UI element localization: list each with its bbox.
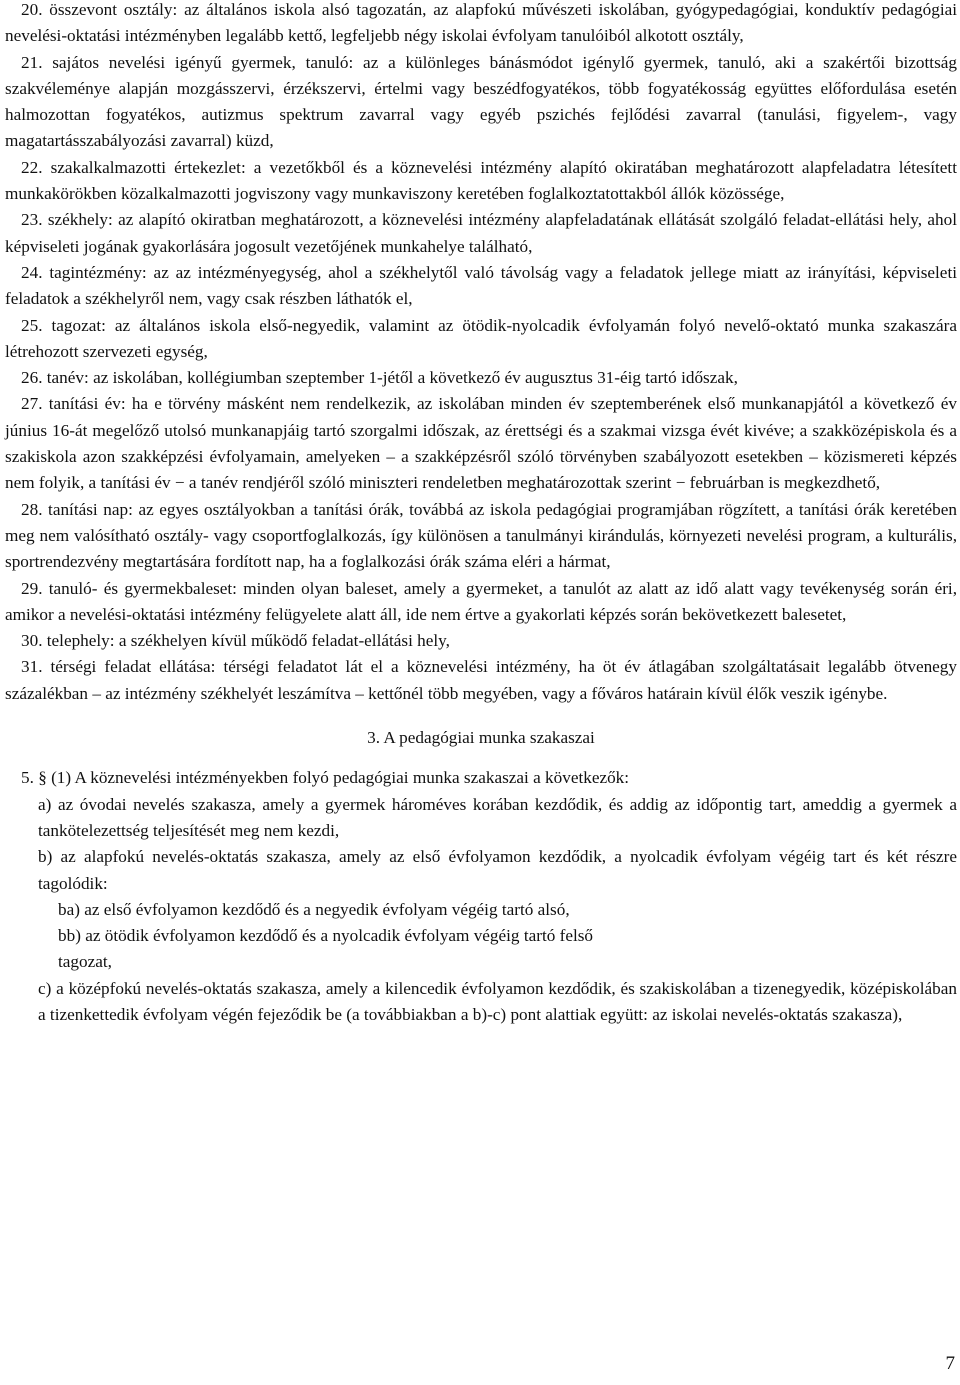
- item-a: a) az óvodai nevelés szakasza, amely a gyermek hároméves korában kezdődik, és addig az időpontig tart, ameddig a gyermek a tankötelezettség teljesítését meg nem kezdi,: [38, 794, 957, 840]
- item-c: c) a középfokú nevelés-oktatás szakasza, amely a kilencedik évfolyamon kezdődik, és szakiskolában a tizenegyedik, középiskolában a tizenkettedik évfolyam végén fejeződik be (a továbbiakban a b)-c) pont alattiak együtt: az iskolai nevelés-oktatás szakasza),: [38, 978, 957, 1024]
- section-heading: 3. A pedagógiai munka szakaszai: [367, 728, 595, 748]
- definition-21: 21. sajátos nevelési igényű gyermek, tanuló: az a különleges bánásmódot igénylő gyermek, tanuló, aki a szakértői bizottság szakvéleménye alapján mozgásszervi, érzékszervi, értelmi vagy beszédfogyatékos, több fogyatékosság együttes előfordulása esetén halmozottan fogyatékos, autizmus spektrum zavarral vagy egyéb pszichés fejlődési zavarral (tanulási, figyelem-, vagy magatartásszabályozási zavarral) küzd,: [5, 52, 957, 151]
- definition-25: 25. tagozat: az általános iskola első-negyedik, valamint az ötödik-nyolcadik évfolyamán folyó nevelő-oktató munka szakaszára létrehozott szervezeti egység,: [5, 315, 957, 361]
- item-bb: bb) az ötödik évfolyamon kezdődő és a nyolcadik évfolyam végéig tartó felső: [58, 926, 594, 946]
- definition-23: 23. székhely: az alapító okiratban meghatározott, a köznevelési intézmény alapfeladatának ellátását szolgáló feladat-ellátási hely, ahol képviseleti jogának gyakorlására jogosult vezetőjének munkahelye található,: [5, 210, 957, 256]
- definition-30: 30. telephely: a székhelyen kívül működő feladat-ellátási hely,: [21, 631, 450, 651]
- definition-28: 28. tanítási nap: az egyes osztályokban a tanítási órák, továbbá az iskola pedagógiai programjában rögzített, a tanítási órák keretében meg nem valósítható osztály- vagy csoportfoglalkozás, így különösen a tanulmányi kirándulás, környezeti nevelési program, a kulturális, sportrendezvény megtartására fordított nap, ha a foglalkozási órák száma eléri a hármat,: [5, 499, 957, 572]
- definition-31: 31. térségi feladat ellátása: térségi feladatot lát el a köznevelési intézmény, ha öt év átlagában szolgáltatásait legalább ötvenegy százalékban – az intézmény székhelyét leszámítva – kettőnél több megyében, vagy a főváros határain kívül élők veszik igénybe.: [5, 657, 957, 703]
- section-5: [5, 765, 957, 1028]
- document-page: [5, 0, 957, 1028]
- item-b: b) az alapfokú nevelés-oktatás szakasza, amely az első évfolyamon kezdődik, a nyolcadik évfolyam végéig tart és két részre tagolódik:: [38, 847, 957, 893]
- item-bb-continuation: tagozat,: [58, 952, 112, 972]
- definition-20: 20. összevont osztály: az általános iskola alsó tagozatán, az alapfokú művészeti iskolában, gyógypedagógiai, konduktív pedagógiai nevelési-oktatási intézményben legalább kettő, legfeljebb négy iskolai évfolyam tanulóiból alkotott osztály,: [5, 0, 957, 46]
- item-ba: ba) az első évfolyamon kezdődő és a negyedik évfolyam végéig tartó alsó,: [58, 899, 570, 919]
- section-5-intro: 5. § (1) A köznevelési intézményekben folyó pedagógiai munka szakaszai a következők:: [21, 768, 630, 788]
- definition-22: 22. szakalkalmazotti értekezlet: a vezetőkből és a köznevelési intézmény alapító okiratában meghatározott alapfeladatra létesített munkakörökben közalkalmazotti jogviszony vagy munkaviszony keretében foglalkoztatottakból állók közössége,: [5, 157, 957, 204]
- definition-list: [5, 0, 957, 707]
- definition-29: 29. tanuló- és gyermekbaleset: minden olyan baleset, amely a gyermeket, a tanulót az alatt az idő alatt vagy tevékenység során éri, amikor a nevelési-oktatási intézmény felügyelete alatt áll, ide nem értve a gyakorlati képzés során bekövetkezett balesetet,: [5, 578, 957, 624]
- definition-24: 24. tagintézmény: az az intézményegység, ahol a székhelytől való távolság vagy a feladatok jellege miatt az irányítási, képviseleti feladatok a székhelyről nem, vagy csak részben láthatók el,: [5, 262, 957, 309]
- page-number: 7: [945, 1353, 955, 1374]
- definition-27: 27. tanítási év: ha e törvény másként nem rendelkezik, az iskolában minden év szeptemberének első munkanapjától a következő év június 16-át megelőző utolsó munkanapjáig tartó szorgalmi időszak, az érettségi és a szakmai vizsga évét kivéve; a szakközépiskola és a szakiskola azon szakképzési évfolyamain, amelyeken – a szakképzésről szóló törvényben szabályozott esetekben – közismereti képzés nem folyik, a tanítási év − a tanév rendjéről szóló miniszteri rendeletben meghatározottak szerint − februárban is megkezdhető,: [5, 394, 957, 493]
- definition-26: 26. tanév: az iskolában, kollégiumban szeptember 1-jétől a következő év augusztus 31-éig tartó időszak,: [21, 368, 738, 388]
